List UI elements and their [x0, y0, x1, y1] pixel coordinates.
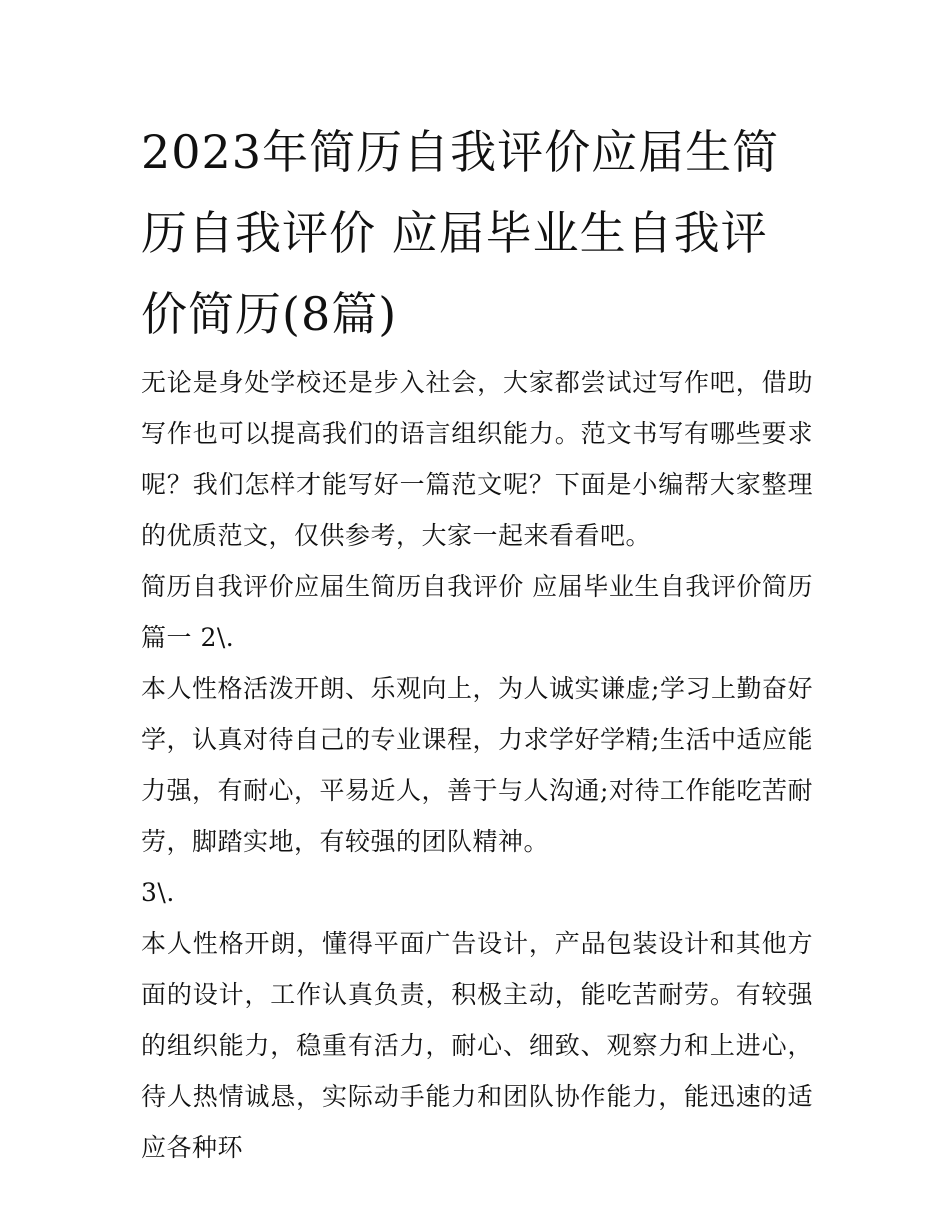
section-heading: 简历自我评价应届生简历自我评价 应届毕业生自我评价简历篇一 2\. — [141, 572, 813, 652]
document-title: 2023年简历自我评价应届生简历自我评价 应届毕业生自我评价简历(8篇) — [141, 125, 780, 341]
item-marker-3: 3\. — [141, 878, 175, 907]
body-paragraph-2: 本人性格开朗，懂得平面广告设计，产品包装设计和其他方面的设计，工作认真负责，积极主动，能吃苦耐劳。有较强的组织能力，稳重有活力，耐心、细致、观察力和上进心，待人热情诚恳，实际动手能力和团队协作能力，能迅速的适应各种环 — [141, 929, 813, 1162]
body-paragraph-1: 本人性格活泼开朗、乐观向上，为人诚实谦虚;学习上勤奋好学，认真对待自己的专业课程，力求学好学精;生活中适应能力强，有耐心，平易近人，善于与人沟通;对待工作能吃苦耐劳，脚踏实地，有较强的团队精神。 — [141, 674, 813, 856]
intro-paragraph: 无论是身处学校还是步入社会，大家都尝试过写作吧，借助写作也可以提高我们的语言组织能力。范文书写有哪些要求呢？我们怎样才能写好一篇范文呢？下面是小编帮大家整理的优质范文，仅供参考，大家一起来看看吧。 — [141, 368, 813, 550]
document-page — [141, 112, 813, 1173]
